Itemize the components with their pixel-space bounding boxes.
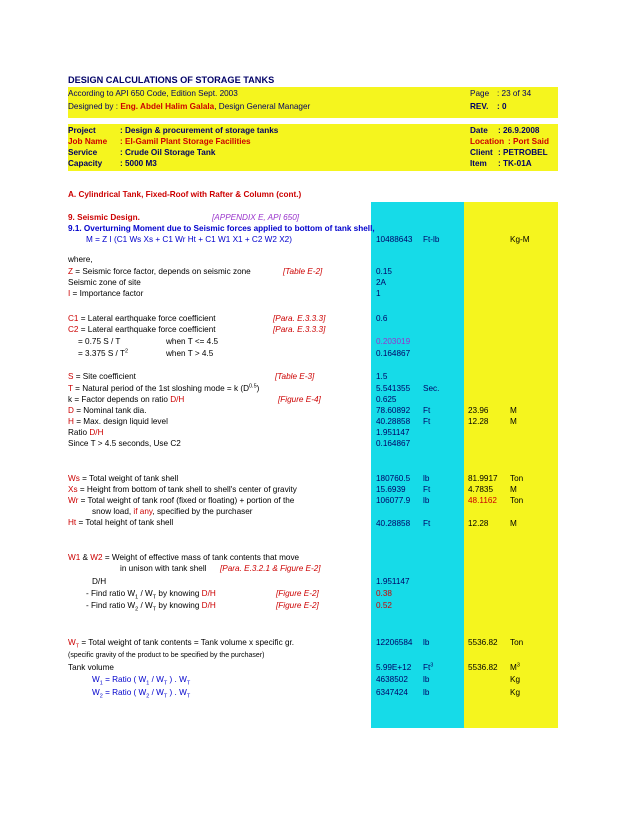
wt-unit: lb [423,638,430,647]
d-unit: Ft [423,406,431,415]
page-value: : 23 of 34 [497,89,532,98]
wr-unit: lb [423,496,430,505]
moment-formula: M = Z I (C1 Ws Xs + C1 Wr Ht + C1 W1 X1 + C2 W2 X2) [86,235,292,244]
designed-by: Designed by : Eng. Abdel Halim Galala, Design General Manager [68,102,311,111]
s-line: S = Site coefficient [68,372,136,381]
wr-line-2: snow load, if any, specified by the purchaser [92,507,253,516]
job-name-label: Job Name [68,137,108,146]
c1-ref: [Para. E.3.3.3] [273,314,326,323]
wt-unit-metric: Ton [510,638,524,647]
c2b-value: 0.164867 [376,349,411,358]
rev-label: REV. [470,102,489,111]
rev-value: : 0 [497,102,507,111]
xs-value-metric: 4.7835 [468,485,494,494]
wt-line: $W_T$ = Total weight of tank contents = Tank volume x specific gr. [68,638,295,650]
k-line: k = Factor depends on ratio D/H [68,395,185,404]
ratio-w1-value: 0.38 [376,589,392,598]
ratio-value: 1.951147 [376,428,410,437]
seismic-heading: 9. Seismic Design. [68,213,140,222]
ws-unit: lb [423,474,430,483]
w1-formula: $W_1$ = Ratio ( $W_1 / W_T$ ) . $W_T$ [92,675,191,687]
d-unit-metric: M [510,406,517,415]
capacity-label: Capacity [68,159,103,168]
wr-value-metric: 48.1162 [468,496,497,505]
c2b-condition: when T > 4.5 [166,349,214,358]
ratio-w2-ref: [Figure E-2] [276,601,319,610]
unit-column-bg [464,202,558,728]
wr-value: 106077.9 [376,496,411,505]
xs-value: 15.6939 [376,485,406,494]
ht-unit: Ft [423,519,431,528]
xs-unit-metric: M [510,485,517,494]
project-value: : Design & procurement of storage tanks [120,126,279,135]
client-label: Client [470,148,493,157]
s-value: 1.5 [376,372,388,381]
service-label: Service [68,148,98,157]
h-value-metric: 12.28 [468,417,489,426]
moment-heading: 9.1. Overturning Moment due to Seismic forces applied to bottom of tank shell, [68,224,375,233]
project-label: Project [68,126,96,135]
z-line: Z = Seismic force factor, depends on seismic zone [68,267,251,276]
c2a-expr: = 0.75 S / T [78,337,121,346]
k-ref: [Figure E-4] [278,395,321,404]
job-name-value: : El-Gamil Plant Storage Facilities [120,137,251,146]
seismic-zone-value: 2A [376,278,387,287]
client-value: : PETROBEL [498,148,548,157]
z-value: 0.15 [376,267,392,276]
c1-line: C1 = Lateral earthquake force coefficient [68,314,216,323]
s-ref: [Table E-3] [275,372,315,381]
date-value: : 26.9.2008 [498,126,540,135]
ht-value-metric: 12.28 [468,519,489,528]
w12-line-2: in unison with tank shell [120,564,207,573]
tank-volume-unit: Ft$^3$ [423,662,434,672]
tank-volume-label: Tank volume [68,663,114,672]
t-line: T = Natural period of the 1st sloshing mode = k $(D^{0.5})$ [68,383,260,393]
specific-gravity-note: (specific gravity of the product to be specified by the purchaser) [68,652,265,659]
w1-value: 4638502 [376,675,408,684]
moment-unit: Ft-lb [423,235,440,244]
seismic-ref: [APPENDIX E, API 650] [212,213,300,222]
w12-line: W1 & W2 = Weight of effective mass of tank contents that move [68,553,300,562]
ws-line: Ws = Total weight of tank shell [68,474,179,483]
document-title: DESIGN CALCULATIONS OF STORAGE TANKS [68,75,275,85]
d-value-metric: 23.96 [468,406,489,415]
wr-unit-metric: Ton [510,496,524,505]
ht-value: 40.28858 [376,519,411,528]
location-value: : Port Said [508,137,549,146]
ratio-w2-value: 0.52 [376,601,392,610]
t-unit: Sec. [423,384,440,393]
ht-line: Ht = Total height of tank shell [68,518,174,527]
w2-formula: $W_2$ = Ratio ( $W_2 / W_T$ ) . $W_T$ [92,688,191,700]
ws-unit-metric: Ton [510,474,524,483]
c2-line: C2 = Lateral earthquake force coefficient [68,325,216,334]
ws-value-metric: 81.9917 [468,474,498,483]
ws-value: 180760.5 [376,474,411,483]
h-unit-metric: M [510,417,517,426]
h-line: H = Max. design liquid level [68,417,168,426]
ratio-w1-line: - Find ratio $W_1 / W_T$ by knowing D/H [86,589,216,601]
ratio-line: Ratio D/H [68,428,104,437]
service-value: : Crude Oil Storage Tank [120,148,216,157]
d-line: D = Nominal tank dia. [68,406,147,415]
designer-name: Eng. Abdel Halim Galala [120,102,215,111]
wt-value-metric: 5536.82 [468,638,498,647]
moment-value: 10488643 [376,235,413,244]
since-line: Since T > 4.5 seconds, Use C2 [68,439,181,448]
section-heading: A. Cylindrical Tank, Fixed-Roof with Rafter & Column (cont.) [68,190,302,199]
ratio-w1-ref: [Figure E-2] [276,589,319,598]
item-value: : TK-01A [498,159,532,168]
i-value: 1 [376,289,381,298]
h-value: 40.28858 [376,417,411,426]
dh-label: D/H [92,577,107,586]
c2a-condition: when T <= 4.5 [166,337,219,346]
c2b-expr: = 3.375 S / $T^2$ [78,348,129,358]
w2-unit-metric: Kg [510,688,521,697]
w2-value: 6347424 [376,688,408,697]
page-label: Page [470,89,490,98]
code-line: According to API 650 Code, Edition Sept. 2003 [68,89,238,98]
ratio-w2-line: - Find ratio $W_2 / W_T$ by knowing D/H [86,601,216,613]
where-label: where, [68,255,93,264]
date-label: Date [470,126,488,135]
ht-unit-metric: M [510,519,517,528]
w2-unit: lb [423,688,430,697]
tank-volume-value: 5.99E+12 [376,663,412,672]
c1-value: 0.6 [376,314,388,323]
w12-ref: [Para. E.3.2.1 & Figure E-2] [220,564,321,573]
h-unit: Ft [423,417,431,426]
dh-value: 1.951147 [376,577,410,586]
since-value: 0.164867 [376,439,411,448]
capacity-value: : 5000 M3 [120,159,157,168]
wt-value: 12206584 [376,638,413,647]
z-ref: [Table E-2] [283,267,323,276]
wr-line: Wr = Total weight of tank roof (fixed or floating) + portion of the [68,496,295,505]
tank-volume-value-metric: 5536.82 [468,663,498,672]
t-value: 5.541355 [376,384,411,393]
tank-volume-unit-metric: $M^3$ [510,662,520,672]
k-value: 0.625 [376,395,397,404]
c2-ref: [Para. E.3.3.3] [273,325,326,334]
item-label: Item [470,159,487,168]
w1-unit: lb [423,675,430,684]
seismic-zone-desc: Seismic zone of site [68,278,141,287]
w1-unit-metric: Kg [510,675,521,684]
moment-unit-metric: Kg-M [510,235,530,244]
location-label: Location [470,137,505,146]
c2a-value: 0.203019 [376,337,411,346]
i-line: I = Importance factor [68,289,144,298]
d-value: 78.60892 [376,406,411,415]
xs-line: Xs = Height from bottom of tank shell to shell's center of gravity [68,485,297,494]
xs-unit: Ft [423,485,431,494]
